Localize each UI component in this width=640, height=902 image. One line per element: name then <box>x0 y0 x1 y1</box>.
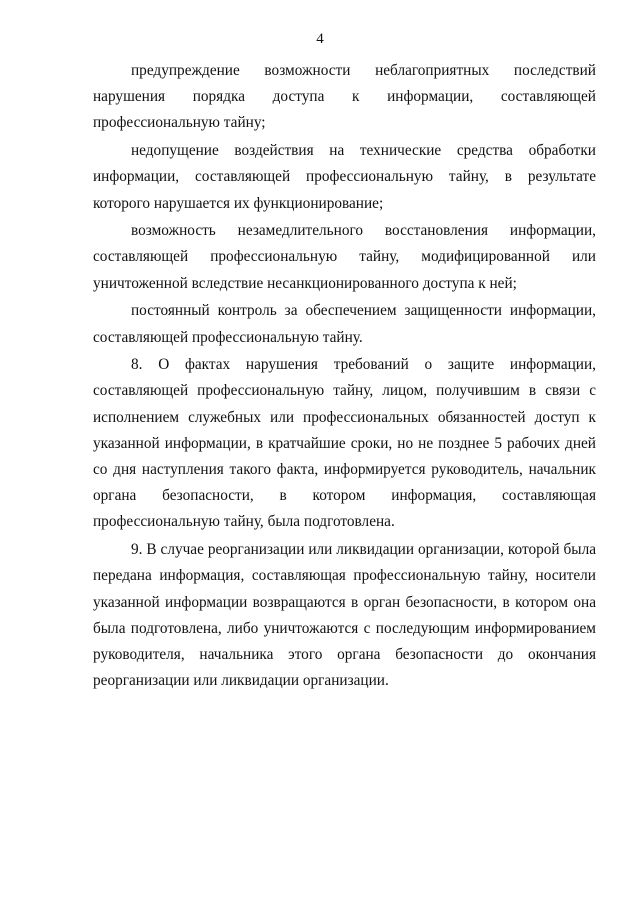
paragraph-constant-control: постоянный контроль за обеспечением защищенности информации, составляющей профессиональную тайну. <box>93 302 596 346</box>
page-number: 4 <box>316 31 324 47</box>
paragraph-item-8: 8. О фактах нарушения требований о защите информации, составляющей профессиональную тайну, лицом, получившим в связи с исполнением служебных или профессиональных обязанностей доступ к указанной информации, в кратчайшие сроки, но не позднее 5 рабочих дней со дня наступления такого факта, информируется руководитель, начальник органа безопасности, в котором информация, составляющая профессиональную тайну, была подготовлена. <box>93 356 596 531</box>
paragraph-restore-information: возможность незамедлительного восстановления информации, составляющей профессиональную тайну, модифицированной или уничтоженной вследствие несанкционированного доступа к ней; <box>93 222 596 292</box>
document-body <box>93 58 596 694</box>
paragraph-item-9: 9. В случае реорганизации или ликвидации организации, которой была передана информация, составляющая профессиональную тайну, носители указанной информации возвращаются в орган безопасности, в котором она была подготовлена, либо уничтожаются с последующим информированием руководителя, начальника этого органа безопасности до окончания реорганизации или ликвидации организации. <box>93 541 596 690</box>
paragraph-warning-consequences: предупреждение возможности неблагоприятных последствий нарушения порядка доступа к информации, составляющей профессиональную тайну; <box>93 62 596 132</box>
paragraph-prevent-technical-impact: недопущение воздействия на технические средства обработки информации, составляющей профессиональную тайну, в результате которого нарушается их функционирование; <box>93 142 596 212</box>
